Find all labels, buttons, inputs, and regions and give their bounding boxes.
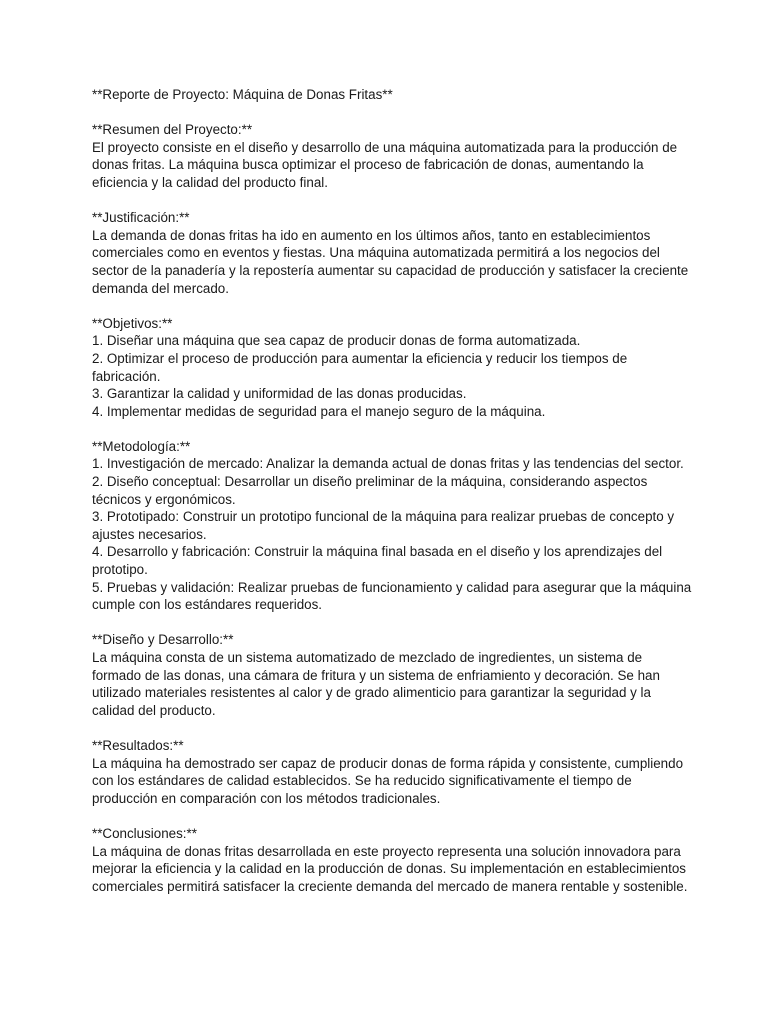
document-page — [92, 86, 692, 895]
section-heading: **Resultados:** — [92, 737, 184, 753]
section-heading: **Conclusiones:** — [92, 825, 197, 841]
objectives-list — [92, 332, 692, 420]
section-paragraph: El proyecto consiste en el diseño y desarrollo de una máquina automatizada para la producción de donas fritas. La máquina busca optimizar el proceso de fabricación de donas, aumentando la eficiencia y la calidad del producto final. — [92, 139, 678, 190]
section-paragraph: La máquina consta de un sistema automatizado de mezclado de ingredientes, un sistema de formado de las donas, una cámara de fritura y un sistema de enfriamiento y decoración. Se han utilizado materiales resistentes al calor y de grado alimenticio para garantizar la seguridad y la calidad del producto. — [92, 650, 660, 718]
section-resumen — [92, 121, 692, 191]
section-heading: **Justificación:** — [92, 210, 190, 226]
section-paragraph: La máquina ha demostrado ser capaz de producir donas de forma rápida y consistente, cumpliendo con los estándares de calidad establecidos. Se ha reducido significativamente el tiempo de producción en comparación con los métodos tradicionales. — [92, 755, 684, 806]
section-conclusiones — [92, 825, 692, 895]
list-item: 4. Implementar medidas de seguridad para el manejo seguro de la máquina. — [92, 403, 546, 419]
section-metodologia — [92, 438, 692, 614]
list-item: 5. Pruebas y validación: Realizar pruebas de funcionamiento y calidad para asegurar que la máquina cumple con los estándares requeridos. — [92, 579, 692, 613]
section-heading: **Metodología:** — [92, 438, 191, 454]
section-heading: **Resumen del Proyecto:** — [92, 122, 253, 138]
list-item: 2. Optimizar el proceso de producción para aumentar la eficiencia y reducir los tiempos de fabricación. — [92, 350, 628, 384]
section-diseno — [92, 631, 692, 719]
list-item: 2. Diseño conceptual: Desarrollar un diseño preliminar de la máquina, considerando aspectos técnicos y ergonómicos. — [92, 474, 648, 507]
list-item: 1. Investigación de mercado: Analizar la demanda actual de donas fritas y las tendencias del sector. — [92, 456, 684, 472]
list-item: 3. Garantizar la calidad y uniformidad de las donas producidas. — [92, 386, 467, 402]
list-item: 4. Desarrollo y fabricación: Construir la máquina final basada en el diseño y los aprendizajes del prototipo. — [92, 544, 663, 578]
section-justificacion — [92, 209, 692, 297]
section-objetivos — [92, 315, 692, 421]
section-resultados — [92, 737, 692, 807]
section-paragraph: La máquina de donas fritas desarrollada en este proyecto representa una solución innovadora para mejorar la eficiencia y la calidad en la producción de donas. Su implementación en establecimientos comerciales permitirá satisfacer la creciente demanda del mercado de manera rentable y sostenible. — [92, 843, 688, 894]
section-heading: **Diseño y Desarrollo:** — [92, 632, 234, 648]
list-item: 1. Diseñar una máquina que sea capaz de producir donas de forma automatizada. — [92, 333, 581, 349]
document-title: **Reporte de Proyecto: Máquina de Donas Fritas** — [92, 87, 393, 102]
methodology-list — [92, 455, 692, 613]
section-paragraph: La demanda de donas fritas ha ido en aumento en los últimos años, tanto en establecimientos comerciales como en eventos y fiestas. Una máquina automatizada permitirá a los negocios del sector de la panadería y la repostería aumentar su capacidad de producción y satisfacer la creciente demanda del mercado. — [92, 227, 689, 296]
section-heading: **Objetivos:** — [92, 315, 173, 331]
list-item: 3. Prototipado: Construir un prototipo funcional de la máquina para realizar pruebas de concepto y ajustes necesarios. — [92, 509, 675, 542]
